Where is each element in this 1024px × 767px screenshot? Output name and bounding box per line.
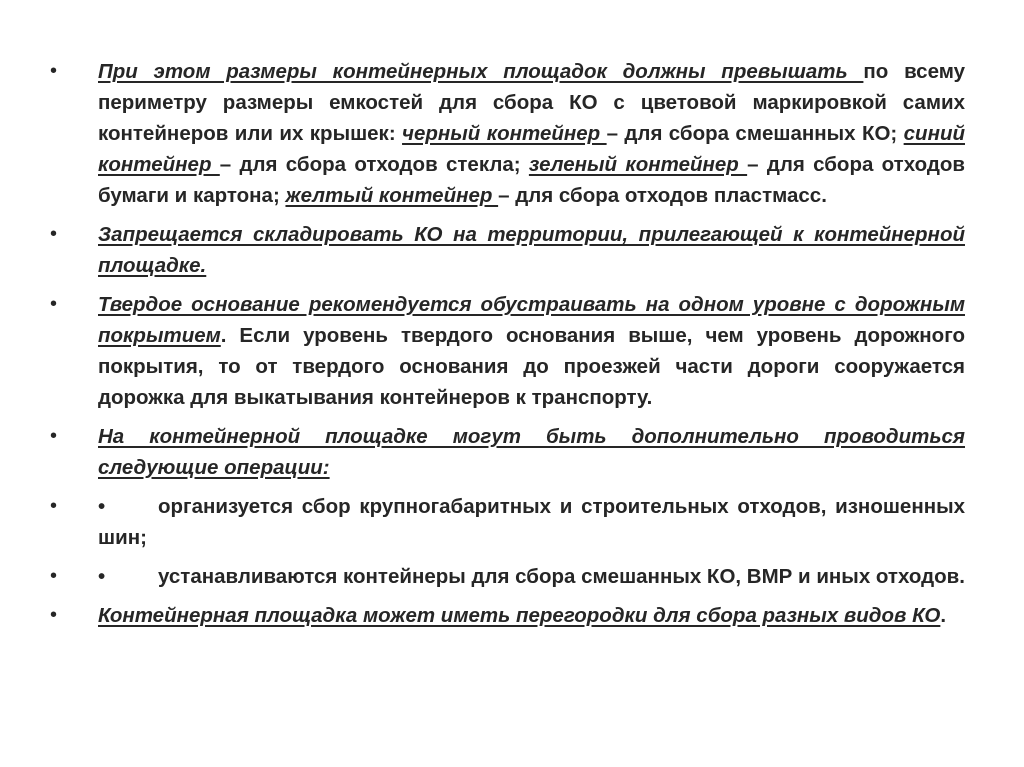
bullet-item <box>50 219 965 281</box>
bullet-item <box>50 421 965 483</box>
body-text: по всему периметру размеры емкостей для сбора КО с цветовой маркировкой самих контейнеров или их крышек: <box>98 60 965 145</box>
bullet-item <box>50 600 965 631</box>
emphasized-text: Твердое основание рекомендуется обустраивать на одном уровне с дорожным покрытием <box>98 293 965 347</box>
bullet-marker: • <box>50 495 58 517</box>
emphasized-text: На контейнерной площадке могут быть дополнительно проводиться следующие операции: <box>98 425 965 479</box>
emphasized-text: Контейнерная площадка может иметь перегородки для сбора разных видов КО <box>98 604 941 627</box>
bullet-marker: • <box>50 604 58 626</box>
bullet-marker: • <box>50 293 58 315</box>
inner-bullet-glyph: • <box>98 495 106 518</box>
body-text: – для сбора отходов стекла; <box>219 153 529 176</box>
bullet-marker: • <box>50 565 58 587</box>
body-text: . Если уровень твердого основания выше, чем уровень дорожного покрытия, то от твердого основания до проезжей части дороги сооружается дорожка для выкатывания контейнеров к транспорту. <box>98 324 965 409</box>
inner-bullet-glyph: • <box>98 565 106 588</box>
emphasized-text: черный контейнер <box>402 122 607 145</box>
body-text: . <box>940 604 947 627</box>
bullet-marker: • <box>50 425 58 447</box>
emphasized-text: При этом размеры контейнерных площадок должны превышать <box>98 60 864 83</box>
emphasized-text: зеленый контейнер <box>528 153 748 176</box>
bullet-list <box>50 56 965 639</box>
emphasized-text: желтый контейнер <box>285 184 499 207</box>
bullet-marker: • <box>50 60 58 82</box>
body-text: организуется сбор крупногабаритных и строительных отходов, изношенных шин; <box>98 495 965 549</box>
body-text: – для сбора отходов бумаги и картона; <box>98 153 965 207</box>
bullet-marker: • <box>50 223 58 245</box>
bullet-item <box>50 289 965 413</box>
body-text: – для сбора отходов пластмасс. <box>498 184 827 207</box>
bullet-item <box>50 561 965 592</box>
emphasized-text: Запрещается складировать КО на территории, прилегающей к контейнерной площадке. <box>98 223 965 277</box>
emphasized-text: синий контейнер <box>98 122 965 176</box>
body-text: устанавливаются контейнеры для сбора смешанных КО, ВМР и иных отходов. <box>158 565 965 588</box>
body-text: – для сбора смешанных КО; <box>606 122 904 145</box>
bullet-item <box>50 56 965 211</box>
bullet-item <box>50 491 965 553</box>
